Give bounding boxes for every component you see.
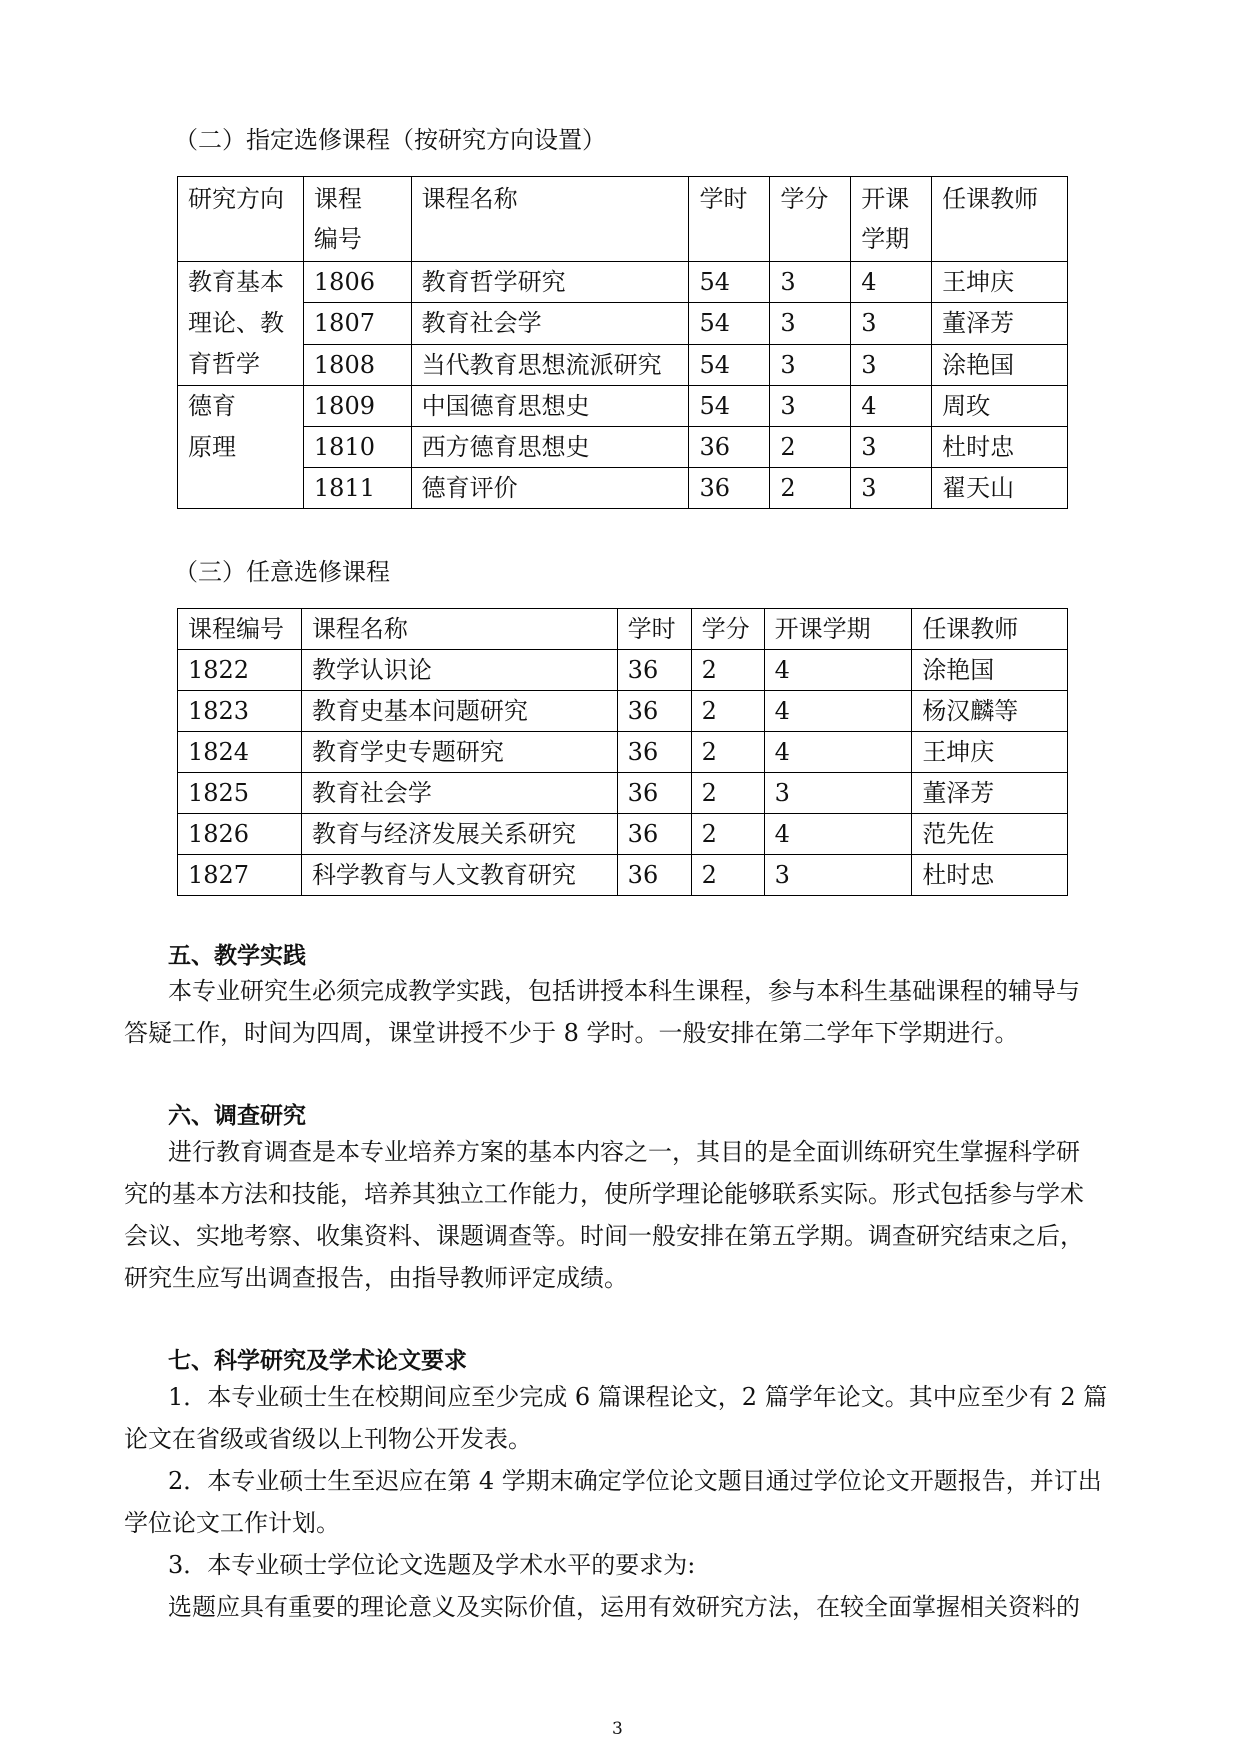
teaching-practice-paragraph: 本专业研究生必须完成教学实践，包括讲授本科生课程，参与本科生基础课程的辅导与 答疑工作，时间为四周，课堂讲授不少于 8 学时。一般安排在第二学年下学期进行。	[124, 977, 1080, 1047]
course-credits: 2	[770, 468, 851, 509]
course-term: 4	[851, 386, 932, 427]
course-hours: 36	[617, 773, 691, 814]
section-title-teaching-practice: 五、教学实践	[168, 943, 306, 969]
table-row	[178, 427, 1068, 468]
course-code: 1811	[303, 468, 411, 509]
header-course-name: 课程名称	[301, 609, 617, 650]
header-hours: 学时	[689, 177, 770, 262]
course-hours: 36	[617, 855, 691, 896]
table-row	[178, 855, 1068, 896]
course-teacher: 董泽芳	[912, 773, 1068, 814]
course-teacher: 王坤庆	[912, 732, 1068, 773]
survey-research-paragraph: 进行教育调查是本专业培养方案的基本内容之一，其目的是全面训练研究生掌握科学研 究的基本方法和技能，培养其独立工作能力，使所学理论能够联系实际。形式包括参与学术 会议、实地考察、收集资料、课题调查等。时间一般安排在第五学期。调查研究结束之后， 研究生应写出调查报告，由指导教师评定成绩。	[124, 1138, 1084, 1292]
course-term: 3	[764, 855, 912, 896]
course-term: 4	[764, 732, 912, 773]
table-row	[178, 814, 1068, 855]
course-hours: 54	[689, 262, 770, 303]
header-credits: 学分	[770, 177, 851, 262]
course-code: 1809	[303, 386, 411, 427]
table-row	[178, 386, 1068, 427]
table-row	[178, 468, 1068, 509]
course-hours: 36	[617, 650, 691, 691]
course-teacher: 周玫	[932, 386, 1068, 427]
course-credits: 3	[770, 262, 851, 303]
course-code: 1825	[178, 773, 302, 814]
research-requirements-paragraph: 1．本专业硕士生在校期间应至少完成 6 篇课程论文，2 篇学年论文。其中应至少有 2 篇 论文在省级或省级以上刊物公开发表。 2．本专业硕士生至迟应在第 4 学期末确定学位论文题目通过学位论文开题报告，并订出 学位论文工作计划。 3．本专业硕士学位论文选题及学术水平的要求为: 选题应具有重要的理论意义及实际价值，运用有效研究方法，在较全面掌握相关资料的	[124, 1383, 1108, 1621]
section-heading-designated-electives: （二）指定选修课程（按研究方向设置）	[174, 126, 606, 154]
course-teacher: 杨汉麟等	[912, 691, 1068, 732]
course-credits: 2	[770, 427, 851, 468]
course-code: 1824	[178, 732, 302, 773]
direction-cell: 教育基本 理论、教 育哲学	[178, 262, 304, 386]
section-heading-free-electives: （三）任意选修课程	[174, 558, 390, 586]
table-row	[178, 732, 1068, 773]
course-code: 1810	[303, 427, 411, 468]
course-code: 1822	[178, 650, 302, 691]
table-header-row	[178, 609, 1068, 650]
course-name: 教育社会学	[301, 773, 617, 814]
course-name: 中国德育思想史	[411, 386, 689, 427]
table-row	[178, 344, 1068, 385]
course-teacher: 杜时忠	[932, 427, 1068, 468]
course-credits: 2	[691, 691, 764, 732]
course-teacher: 翟天山	[932, 468, 1068, 509]
header-teacher: 任课教师	[932, 177, 1068, 262]
course-name: 教育史基本问题研究	[301, 691, 617, 732]
course-hours: 36	[689, 427, 770, 468]
course-term: 3	[851, 344, 932, 385]
course-term: 3	[764, 773, 912, 814]
course-credits: 2	[691, 732, 764, 773]
header-direction: 研究方向	[178, 177, 304, 262]
course-teacher: 范先佐	[912, 814, 1068, 855]
course-hours: 36	[617, 732, 691, 773]
header-course-name: 课程名称	[411, 177, 689, 262]
course-hours: 54	[689, 344, 770, 385]
course-name: 德育评价	[411, 468, 689, 509]
section-title-research-requirements: 七、科学研究及学术论文要求	[168, 1348, 467, 1374]
direction-cell: 德育 原理	[178, 386, 304, 509]
course-credits: 3	[770, 344, 851, 385]
course-code: 1827	[178, 855, 302, 896]
course-term: 4	[764, 691, 912, 732]
header-credits: 学分	[691, 609, 764, 650]
table-row	[178, 262, 1068, 303]
header-code: 课程编号	[178, 609, 302, 650]
course-term: 4	[764, 814, 912, 855]
course-name: 教育学史专题研究	[301, 732, 617, 773]
course-name: 当代教育思想流派研究	[411, 344, 689, 385]
course-name: 教育社会学	[411, 303, 689, 344]
course-name: 科学教育与人文教育研究	[301, 855, 617, 896]
course-term: 4	[851, 262, 932, 303]
course-code: 1826	[178, 814, 302, 855]
course-hours: 54	[689, 303, 770, 344]
course-credits: 3	[770, 303, 851, 344]
header-term: 开课 学期	[851, 177, 932, 262]
designated-electives-table	[177, 176, 1068, 509]
table-row	[178, 773, 1068, 814]
course-teacher: 王坤庆	[932, 262, 1068, 303]
course-credits: 2	[691, 855, 764, 896]
course-teacher: 杜时忠	[912, 855, 1068, 896]
course-credits: 2	[691, 773, 764, 814]
course-name: 教学认识论	[301, 650, 617, 691]
table-row	[178, 303, 1068, 344]
course-term: 3	[851, 468, 932, 509]
course-code: 1806	[303, 262, 411, 303]
header-hours: 学时	[617, 609, 691, 650]
course-teacher: 涂艳国	[912, 650, 1068, 691]
section-title-survey-research: 六、调查研究	[168, 1103, 306, 1129]
free-electives-table	[177, 608, 1068, 896]
course-name: 教育哲学研究	[411, 262, 689, 303]
course-teacher: 涂艳国	[932, 344, 1068, 385]
course-name: 西方德育思想史	[411, 427, 689, 468]
course-code: 1807	[303, 303, 411, 344]
course-hours: 36	[617, 691, 691, 732]
course-term: 3	[851, 303, 932, 344]
table-row	[178, 691, 1068, 732]
course-code: 1808	[303, 344, 411, 385]
course-hours: 36	[617, 814, 691, 855]
course-code: 1823	[178, 691, 302, 732]
course-term: 3	[851, 427, 932, 468]
header-term: 开课学期	[764, 609, 912, 650]
course-hours: 36	[689, 468, 770, 509]
course-term: 4	[764, 650, 912, 691]
course-name: 教育与经济发展关系研究	[301, 814, 617, 855]
page-number: 3	[612, 1719, 623, 1739]
course-credits: 2	[691, 814, 764, 855]
header-teacher: 任课教师	[912, 609, 1068, 650]
course-credits: 2	[691, 650, 764, 691]
table-row	[178, 650, 1068, 691]
course-hours: 54	[689, 386, 770, 427]
header-code: 课程 编号	[303, 177, 411, 262]
course-teacher: 董泽芳	[932, 303, 1068, 344]
table-header-row	[178, 177, 1068, 262]
course-credits: 3	[770, 386, 851, 427]
